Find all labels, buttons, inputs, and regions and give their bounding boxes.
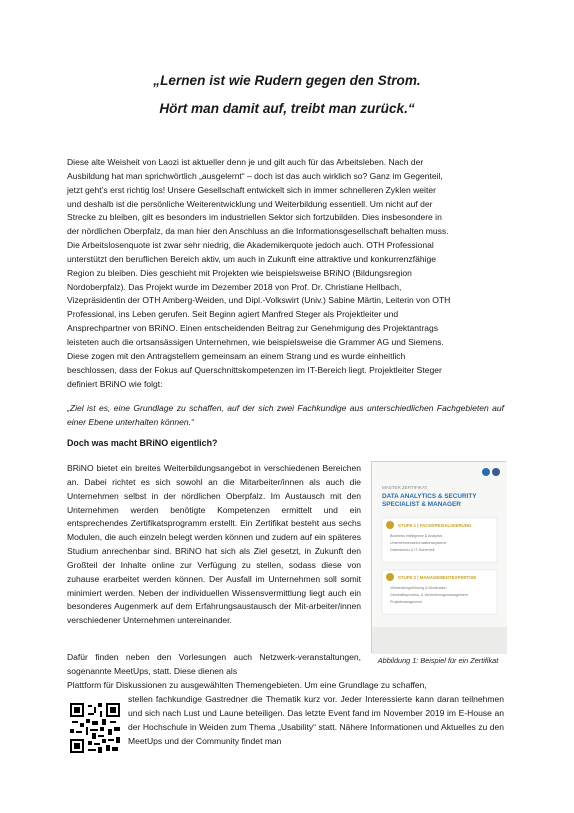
intro-line: Nordoberpfalz). Das Projekt wurde im Dezember 2018 von Prof. Dr. Christiane Hellbach, bbox=[67, 281, 402, 292]
figure-caption: Abbildung 1: Beispiel für ein Zertifikat bbox=[377, 656, 499, 665]
section-heading: Doch was macht BRiNO eigentlich? bbox=[67, 438, 218, 448]
intro-line: unterstützt den beruflichen Bereich aktiv, um auch in Zukunft eine attraktive und konkurrenzfähige bbox=[67, 253, 436, 264]
intro-line: der nördlichen Oberpfalz, da man hier den Anschluss an die Informationsgesellschaft behalten muss. bbox=[67, 226, 449, 237]
citation-paragraph: „Ziel ist es, eine Grundlage zu schaffen, auf der sich zwei Fachkundige aus unterschiedlichen Fachgebieten auf einer Ebene unterhalten können.“ bbox=[67, 403, 504, 427]
event-paragraph: stellen fachkundige Gastredner die Thematik kurz vor. Jeder Interessierte kann daran teilnehmen und sich nach Lust und Laune beteiligen. Das letzte Event fand im November 2019 im E-House an der Hochschule in Weiden zum Thema „Usability“ statt. Nähere Informationen und Aktuelles zu den MeetUps und der Community findet man bbox=[128, 694, 504, 746]
certificate-figure bbox=[371, 461, 506, 653]
fig-s1-item: Business Intelligence & Analytics bbox=[390, 534, 443, 538]
intro-line: leisteten auch die ortsansässigen Unternehmen, wie beispielsweise die Grammer AG und Siemens. bbox=[67, 336, 444, 347]
intro-line: Diese zogen mit den Antragstellern gemeinsam an einem Strang und es wurde einheitlich bbox=[67, 350, 406, 361]
intro-line: Region zu bleiben. Dies geschieht mit Projekten wie beispielsweise BRiNO (Bildungsregion bbox=[67, 267, 412, 278]
fig-stufe2: STUFE 2 | MANAGEMENTEXPERTISE bbox=[398, 575, 477, 580]
intro-line: Vizepräsidentin der OTH Amberg-Weiden, und Dipl.-Volkswirt (Univ.) Sabine Märtin, Leiterin von OTH bbox=[67, 295, 451, 306]
intro-line: Ausbildung hat man sprichwörtlich „ausgelernt“ – doch ist das auch wirklich so? Ganz im Gegenteil, bbox=[67, 170, 443, 181]
intro-line: Diese alte Weisheit von Laozi ist aktueller denn je und gilt auch für das Arbeitsleben. Nach der bbox=[67, 157, 424, 167]
meetups-paragraph: Dafür finden neben den Vorlesungen auch Netzwerk-veranstaltungen, sogenannte MeetUps, statt. Diese dienen als bbox=[67, 652, 361, 676]
fig-s1-item: Datenschutz & IT-Sicherheit bbox=[390, 548, 435, 552]
intro-line: jetzt geht’s erst richtig los! Unsere Gesellschaft entwickelt sich in immer schnelleren Zyklen weiter bbox=[67, 184, 436, 195]
intro-paragraph bbox=[67, 156, 504, 391]
platform-paragraph: Plattform für Diskussionen zu ausgewählten Themengebieten. Um eine Grundlage zu schaffen, bbox=[67, 680, 427, 690]
fig-s2-item: Projektmanagement bbox=[390, 600, 423, 604]
fig-header-small: MASTER ZERTIFIKAT bbox=[382, 485, 428, 490]
intro-line: beschlossen, dass der Fokus auf Querschnittskompetenzen im IT-Bereich liegt. Projektleiter Steger bbox=[67, 364, 442, 375]
fig-stufe1: STUFE 1 | FACHSPEZIALISIERUNG bbox=[398, 523, 472, 528]
fig-title-2: SPECIALIST & MANAGER bbox=[382, 501, 461, 508]
fig-s2-item: Verhandlungsführung & Moderation bbox=[390, 586, 447, 590]
quote-line-2: Hört man damit auf, treibt man zurück.“ bbox=[159, 101, 415, 116]
fig-title-1: DATA ANALYTICS & SECURITY bbox=[382, 493, 477, 500]
intro-line: definiert BRiNO wie folgt: bbox=[67, 378, 163, 389]
intro-line: Professional, ins Leben gerufen. Seit Beginn agiert Manfred Steger als Projektleiter und bbox=[67, 309, 399, 320]
certificate-graphic bbox=[372, 462, 507, 654]
quote-line-1: „Lernen ist wie Rudern gegen den Strom. bbox=[153, 73, 421, 88]
intro-line: Die Arbeitslosenquote ist zwar sehr niedrig, die Akademikerquote jedoch auch. OTH Professional bbox=[67, 240, 434, 251]
intro-line: Ansprechpartner von BRiNO. Einen entscheidenden Beitrag zur Genehmigung des Projektantrags bbox=[67, 323, 439, 334]
intro-line: und deshalb ist die persönliche Weiterentwicklung und Weiterbildung essentiell. Um nicht auf der bbox=[67, 198, 433, 209]
fig-s2-item: Geschäftsprozess- & Veränderungsmanagement bbox=[390, 593, 468, 597]
fig-s1-item: Unternehmensinformationssysteme bbox=[390, 541, 447, 545]
qr-code-icon bbox=[70, 703, 120, 753]
intro-line: Strecke zu bleiben, gilt es besonders im industriellen Sektor sich fortzubilden. Dies insbesondere in bbox=[67, 212, 442, 223]
column-paragraph: BRiNO bietet ein breites Weiterbildungsangebot in verschiedenen Bereichen an. Dabei richtet es sich sowohl an die Mitarbeiter/innen als auch die Unternehmen selbst in der nördlichen Oberpfalz. Im Austausch mit den Unternehmen werden benötigte Kompetenzen ermittelt und ein entsprechendes Zertifikatsprogramm erstellt. Ein Zertifikat besteht aus sechs Modulen, die auch einzeln belegt werden können und zudem auf ein späteres Studium anrechenbar sind. BRiNO hat sich als Ziel gesetzt, in Zukunft den Großteil der Inhalte online zur Verfügung zu stellen, sodass diese von zuhause erarbeitet werden können. Der Ausfall im Unternehmen soll somit minimiert werden. Neben der individuellen Wissensvermittlung liegt auch ein besonderes Augenmerk auf dem Erfahrungsaustausch der Mit-arbeiter/innen verschiedener Unternehmen untereinander. bbox=[67, 463, 361, 626]
